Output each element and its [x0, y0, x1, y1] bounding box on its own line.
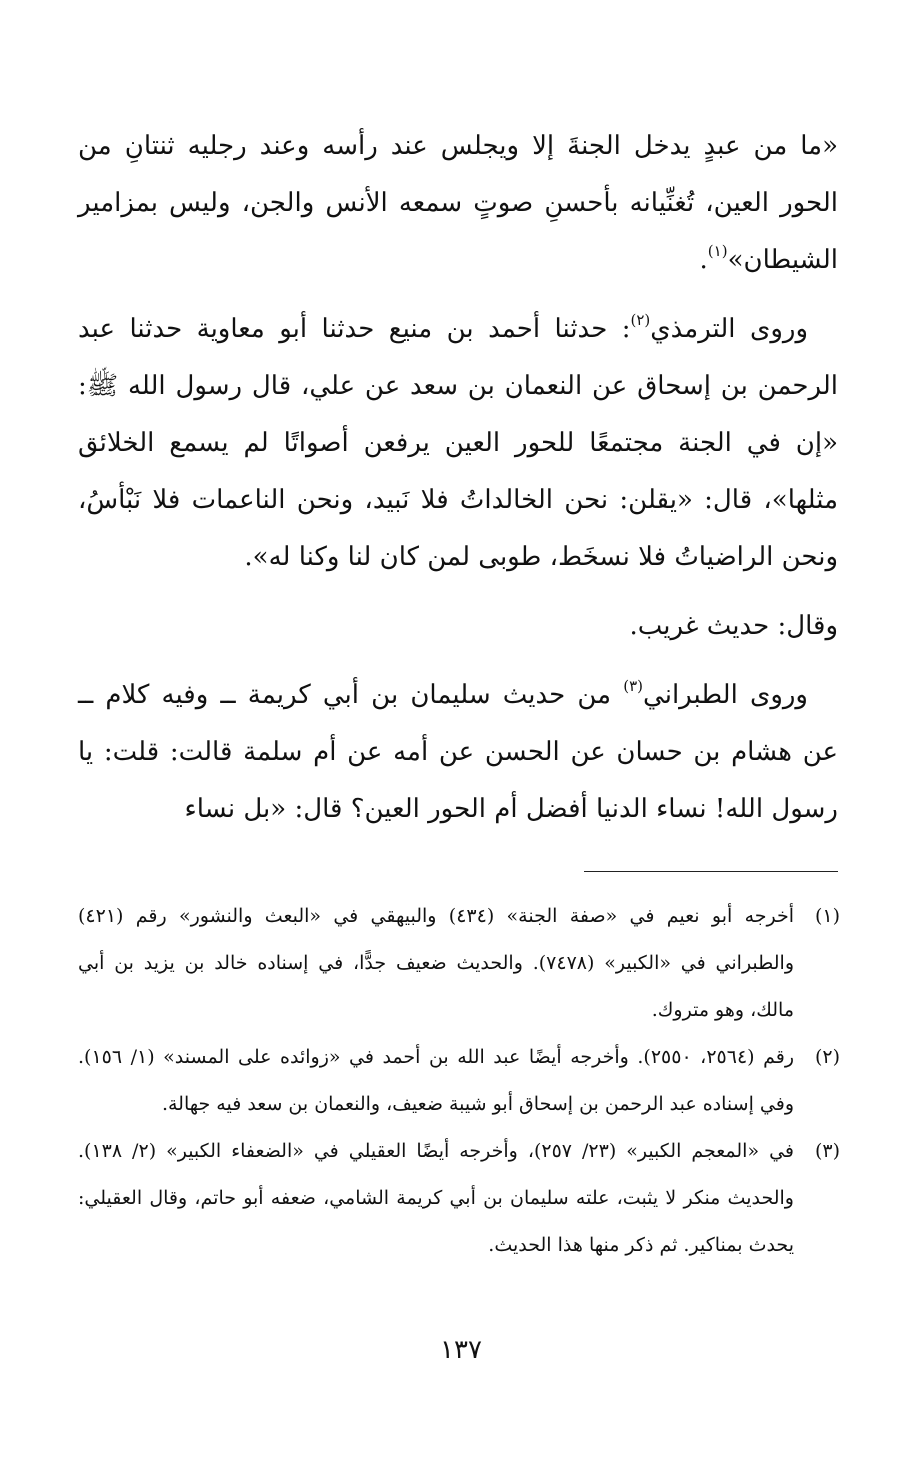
footnote-number: (٢)	[814, 1046, 840, 1068]
paragraph-text: وروى الترمذي	[650, 314, 808, 344]
main-text	[78, 118, 838, 850]
footnote-item	[78, 1034, 840, 1128]
footnote-text: في «المعجم الكبير» (٢٣/ ٢٥٧)، وأخرجه أيضًا العقيلي في «الضعفاء الكبير» (٢/ ١٣٨). والحديث منكر لا يثبت، علته سليمان بن أبي كريمة الشامي، ضعفه أبو حاتم، وقال العقيلي: يحدث بمناكير. ثم ذكر منها هذا الحديث.	[78, 1140, 794, 1256]
paragraph-text: : حدثنا أحمد بن منيع حدثنا أبو معاوية حدثنا عبد الرحمن بن إسحاق عن النعمان بن سعد عن علي، قال رسول الله ﷺ: «إن في الجنة مجتمعًا للحور العين يرفعن أصواتًا لم يسمع الخلائق مثلها»، قال: «يقلن: نحن الخالداتُ فلا نَبيد، ونحن الناعمات فلا نَبْأسُ، ونحن الراضياتُ فلا نسخَط، طوبى لمن كان لنا وكنا له».	[78, 314, 838, 572]
paragraph-end: .	[699, 245, 708, 275]
footnote-reference: (٣)	[623, 677, 644, 695]
paragraph-text: «ما من عبدٍ يدخل الجنةَ إلا ويجلس عند رأسه وعند رجليه ثنتانِ من الحور العين، تُغنِّيانه بأحسنِ صوتٍ سمعه الأنس والجن، وليس بمزامير الشيطان»	[78, 131, 838, 275]
footnote-text: أخرجه أبو نعيم في «صفة الجنة» (٤٣٤) والبيهقي في «البعث والنشور» رقم (٤٢١) والطبراني في «الكبير» (٧٤٧٨). والحديث ضعيف جدًّا، في إسناده خالد بن يزيد بن أبي مالك، وهو متروك.	[78, 905, 795, 1021]
footnote-text: رقم (٢٥٦٤، ٢٥٥٠). وأخرجه أيضًا عبد الله بن أحمد في «زوائده على المسند» (١/ ١٥٦). وفي إسناده عبد الرحمن بن إسحاق أبو شيبة ضعيف، والنعمان بن سعد فيه جهالة.	[78, 1046, 794, 1115]
paragraph-text: وقال: حديث غريب.	[629, 611, 838, 641]
footnote-reference: (٢)	[630, 311, 651, 329]
page-number: ١٣٧	[440, 1335, 482, 1365]
footnote-item	[78, 893, 840, 1034]
paragraph-hadith-quote	[78, 118, 838, 289]
paragraph-tirmidhi	[78, 301, 838, 586]
paragraph-text: وروى الطبراني	[643, 680, 808, 710]
paragraph-tabarani	[78, 667, 838, 838]
paragraph-grading	[78, 598, 838, 655]
footnote-reference: (١)	[707, 242, 728, 260]
footnote-divider	[584, 871, 838, 872]
paragraph-text: من حديث سليمان بن أبي كريمة ــ وفيه كلام ــ عن هشام بن حسان عن الحسن عن أمه عن أم سلمة قالت: قلت: يا رسول الله! نساء الدنيا أفضل أم الحور العين؟ قال: «بل نساء	[78, 680, 838, 824]
footnote-item	[78, 1128, 840, 1269]
footnotes	[78, 893, 840, 1269]
footnote-number: (١)	[814, 905, 840, 927]
footnote-number: (٣)	[814, 1140, 840, 1162]
